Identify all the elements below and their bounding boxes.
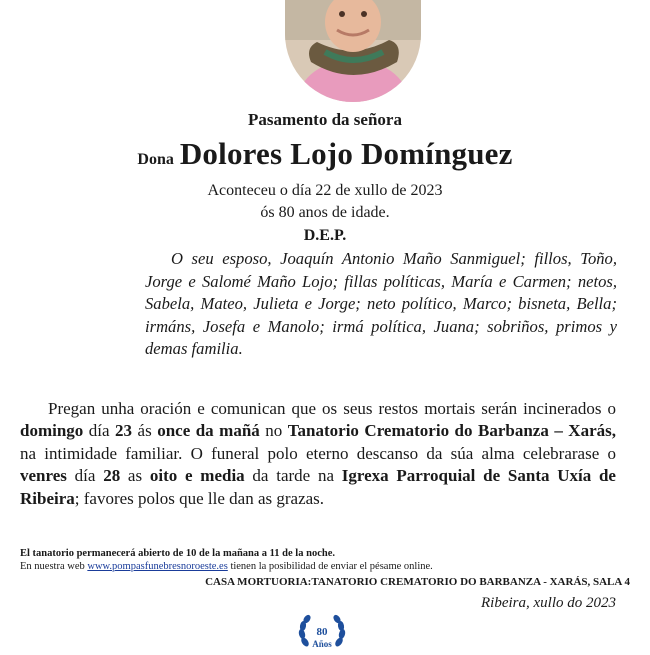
ceremony-text: día [83, 421, 116, 441]
name-prefix: Dona [137, 151, 174, 168]
ceremony-date: 23 [115, 421, 133, 441]
ceremony-day: domingo [20, 421, 84, 441]
ceremony-venue: Tanatorio Crematorio do Barbanza – Xarás, [287, 421, 616, 441]
place-date-signoff: Ribeira, xullo do 2023 [481, 595, 616, 611]
ceremony-time: once da mañá [157, 421, 260, 441]
anniversary-logo [292, 612, 352, 650]
ceremony-text: Pregan unha oración e comunican que os seus restos mortais serán incinerados o [48, 399, 616, 418]
ceremony-text: no [259, 421, 288, 441]
age-line: ós 80 anos de idade. [260, 204, 390, 221]
portrait-photo-icon [285, 0, 421, 102]
deceased-name-row [0, 136, 650, 172]
funeral-date: 28 [103, 466, 121, 486]
web-note [20, 561, 433, 572]
web-note-prefix: En nuestra web [20, 561, 88, 572]
logo-text: Años [312, 639, 332, 649]
logo-number: 80 [316, 626, 328, 638]
funeral-time: oito e media [149, 466, 245, 486]
ceremony-text: día [66, 466, 104, 486]
web-note-suffix: tienen la posibilidad de enviar el pésame online. [227, 561, 433, 572]
ceremony-paragraph [20, 398, 616, 510]
funeral-day: venres [20, 466, 67, 486]
funeral-home-address: CASA MORTUORIA:TANATORIO CREMATORIO DO BARBANZA - XARÁS, SALA 4 [205, 576, 630, 588]
portrait-photo [285, 0, 421, 102]
ceremony-text: da tarde na [244, 466, 342, 486]
funeral-church: Igrexa Parroquial de Santa Uxía de Ribeira [20, 466, 616, 508]
family-paragraph: O seu esposo, Joaquín Antonio Maño Sanmiguel; fillos, Toño, Jorge e Salomé Maño Lojo; fillas políticas, María e Carmen; netos, Sabela, Mateo, Julieta e Jorge; neto político, Marco; bisneta, Bella; irmáns, Josefa e Manolo; irmá política, Juana; sobriños, primos y demas familia. [145, 249, 617, 358]
opening-hours-note: El tanatorio permanecerá abierto de 10 de la mañana a 11 de la noche. [20, 548, 335, 559]
rip-label: D.E.P. [303, 227, 347, 244]
condolence-website-link[interactable]: www.pompasfunebresnoroeste.es [87, 561, 228, 572]
notice-title: Pasamento da señora [248, 110, 402, 129]
ceremony-text: na intimidade familiar. O funeral polo eterno descanso da súa alma celebrarase o [20, 443, 616, 463]
laurel-wreath-icon [292, 612, 352, 650]
death-date: Aconteceu o día 22 de xullo de 2023 [207, 182, 443, 199]
ceremony-text: ás [132, 421, 158, 441]
deceased-name: Dolores Lojo Domínguez [179, 136, 513, 171]
ceremony-text: as [120, 466, 150, 486]
ceremony-text: ; favores polos que lle dan as grazas. [74, 488, 325, 508]
